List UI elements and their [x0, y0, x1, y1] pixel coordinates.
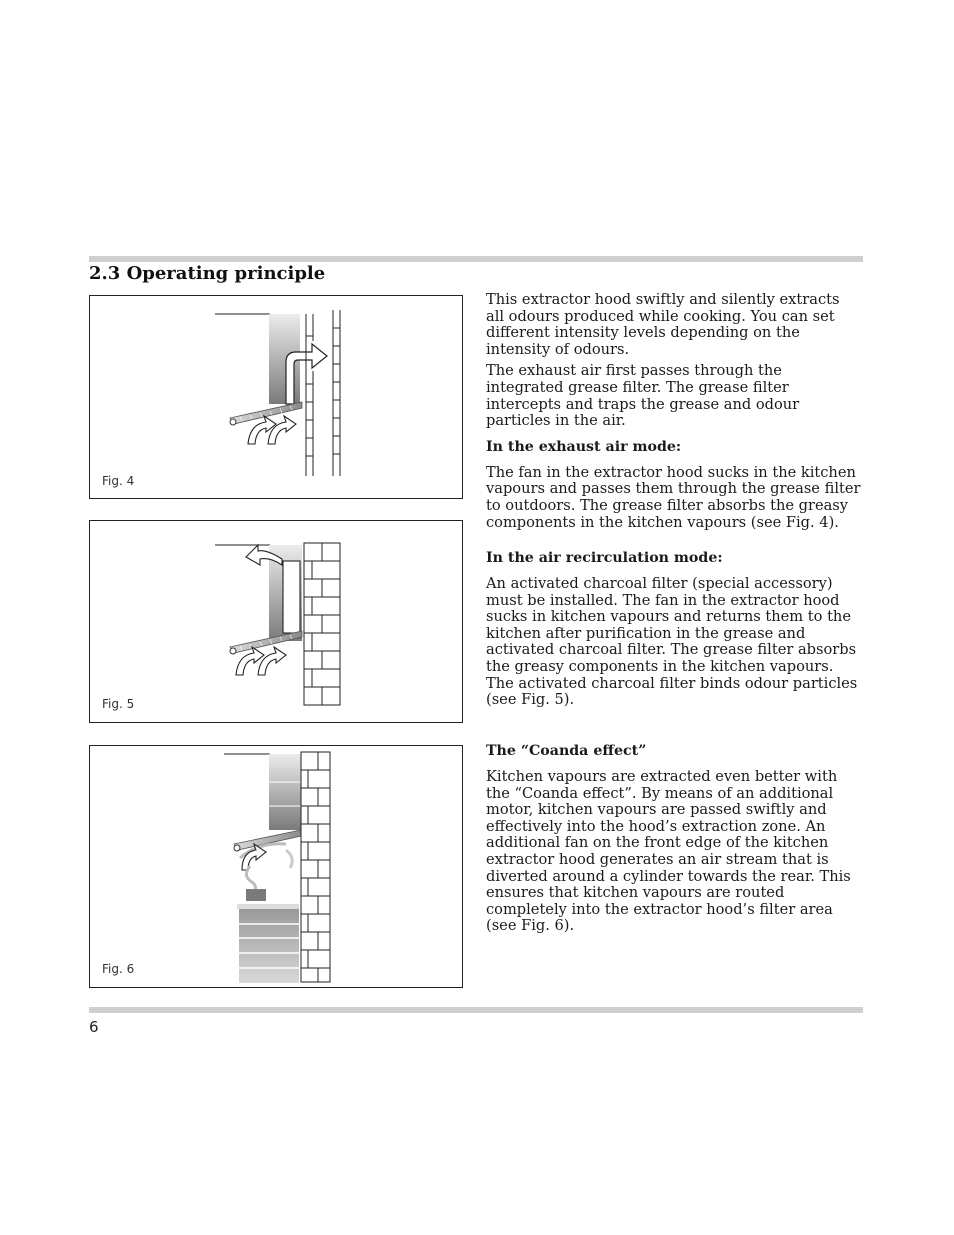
- page-number: 6: [89, 1018, 99, 1036]
- intro-block: [486, 292, 862, 531]
- intro-paragraph-2: The exhaust air first passes through the integrated grease filter. The grease filter intercepts and traps the grease and odour particles in the air.: [486, 362, 800, 430]
- exhaust-mode-illustration: [90, 296, 464, 500]
- recirculation-mode-illustration: [90, 521, 464, 724]
- figure-6-label: Fig. 6: [102, 962, 135, 976]
- coanda-effect-illustration: [90, 746, 464, 989]
- recirculation-block: [486, 550, 862, 709]
- figure-4: [89, 295, 463, 499]
- exhaust-mode-body: The fan in the extractor hood sucks in the kitchen vapours and passes them through the grease filter to outdoors. The grease filter absorbs the greasy components in the kitchen vapours (see Fig. 4).: [486, 463, 861, 531]
- coanda-block: [486, 743, 862, 935]
- figure-4-label: Fig. 4: [102, 474, 135, 488]
- section-title: 2.3 Operating principle: [89, 263, 326, 284]
- top-divider: [89, 256, 863, 262]
- bottom-divider: [89, 1007, 863, 1013]
- coanda-effect-body: Kitchen vapours are extracted even better with the “Coanda effect”. By means of an additional motor, kitchen vapours are passed swiftly and effectively into the hood’s extraction zone. An additional fan on the front edge of the kitchen extractor hood generates an air stream that is diverted around a cylinder towards the rear. This ensures that kitchen vapours are routed completely into the extractor hood’s filter area (see Fig. 6).: [486, 768, 851, 935]
- recirculation-mode-heading: In the air recirculation mode:: [486, 550, 723, 566]
- exhaust-mode-heading: In the exhaust air mode:: [486, 438, 682, 455]
- recirculation-mode-body: An activated charcoal filter (special accessory) must be installed. The fan in the extractor hood sucks in kitchen vapours and returns them to the kitchen after purification in the grease and activated charcoal filter. The grease filter absorbs the greasy components in the kitchen vapours. The activated charcoal filter binds odour particles (see Fig. 5).: [486, 575, 858, 709]
- figure-5-label: Fig. 5: [102, 697, 135, 711]
- figure-5: [89, 520, 463, 723]
- intro-paragraph-1: This extractor hood swiftly and silently extracts all odours produced while cooking. You can set different intensity levels depending on the intensity of odours.: [486, 291, 840, 358]
- figure-6: [89, 745, 463, 988]
- coanda-effect-heading: The “Coanda effect”: [486, 743, 647, 759]
